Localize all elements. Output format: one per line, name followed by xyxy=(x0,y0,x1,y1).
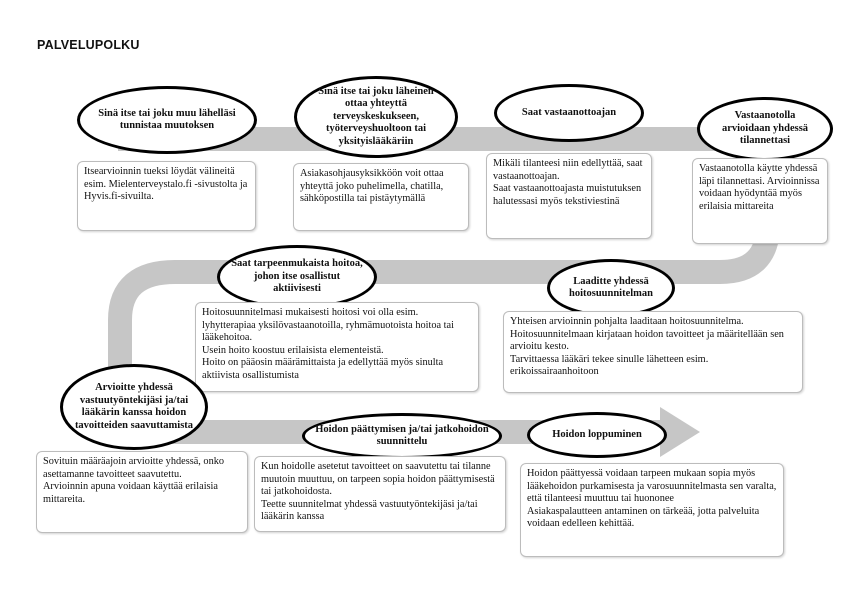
step-3-text-1: Mikäli tilanteesi niin edellyttää, saat vastaanottoajan. xyxy=(493,158,643,182)
step-2-oval xyxy=(294,76,458,158)
step-5-oval xyxy=(547,259,675,317)
step-6-title: Saat tarpeenmukaista hoitoa, johon itse osallistut aktiivisesti xyxy=(231,258,363,295)
step-3-box xyxy=(486,153,652,239)
step-4-box xyxy=(692,158,828,244)
step-8-oval xyxy=(302,413,502,459)
step-1-oval xyxy=(77,86,257,154)
step-9-text-1: Hoidon päättyessä voidaan tarpeen mukaan sopia myös lääkehoidon purkamisesta ja varosuunnitelmasta sen varalta, että tilanteesi muuttuu tai huononee xyxy=(527,468,777,505)
step-5-text-1: Yhteisen arvioinnin pohjalta laaditaan hoitosuunnitelma. xyxy=(510,316,744,327)
step-3-text-2: Saat vastaanottoajasta muistutuksen halutessasi myös tekstiviestinä xyxy=(493,183,642,207)
step-9-oval xyxy=(527,412,667,458)
step-3-oval xyxy=(494,84,644,142)
step-6-text-3: Hoito on pääosin määrämittaista ja edellyttää myös sinulta aktiivista osallistumista xyxy=(202,357,444,381)
step-7-title: Arvioitte yhdessä vastuutyöntekijäsi ja/tai lääkärin kanssa hoidon tavoitteiden saavuttamista xyxy=(74,382,194,431)
step-2-text-1: Asiakasohjausyksikköön voit ottaa yhteyttä joko puhelimella, chatilla, sähköpostilla tai pistäytymällä xyxy=(300,168,444,205)
step-4-oval xyxy=(697,97,833,161)
step-4-title: Vastaanotolla arvioidaan yhdessä tilannettasi xyxy=(721,110,809,147)
page-title: PALVELUPOLKU xyxy=(37,38,140,52)
step-6-oval xyxy=(217,245,377,309)
step-5-box xyxy=(503,311,803,393)
step-6-text-1: Hoitosuunnitelmasi mukaisesti hoitosi voi olla esim. lyhytterapiaa yksilövastaanotoilla, ryhmämuotoista hoitoa tai lääkehoitoa. xyxy=(202,307,454,344)
step-1-text-1: Itsearvioinnin tueksi löydät välineitä esim. Mielenterveystalo.fi -sivustolta ja Hyvis.fi-sivuilta. xyxy=(84,166,248,203)
step-8-text-2: Teette suunnitelmat yhdessä vastuutyöntekijäsi ja/tai lääkärin kanssa xyxy=(261,498,478,523)
step-9-title: Hoidon loppuminen xyxy=(552,428,642,440)
step-6-text-2: Usein hoito koostuu erilaisista elementeistä. xyxy=(202,344,384,356)
step-7-oval xyxy=(60,364,208,450)
step-1-title: Sinä itse tai joku muu lähelläsi tunnistaa muutoksen xyxy=(98,107,236,131)
step-4-text-1: Vastaanotolla käytte yhdessä läpi tilannettasi. Arvioinnissa voidaan hyödyntää myös erilaisia mittareita xyxy=(699,163,820,212)
step-2-box xyxy=(293,163,469,231)
step-5-text-2: Hoitosuunnitelmaan kirjataan hoidon tavoitteet ja määritellään sen arvioitu kesto. xyxy=(510,328,784,353)
step-7-text-1: Sovituin määräajoin arvioitte yhdessä, onko asettamanne tavoitteet saavutettu. xyxy=(43,456,225,480)
step-6-box xyxy=(195,302,479,392)
step-1-box xyxy=(77,161,256,231)
step-8-box xyxy=(254,456,506,532)
step-7-box xyxy=(36,451,248,533)
step-5-title: Laaditte yhdessä hoitosuunnitelman xyxy=(568,275,654,299)
step-3-title: Saat vastaanottoajan xyxy=(521,106,617,118)
step-8-title: Hoidon päättymisen ja/tai jatkohoidon suunnittelu xyxy=(315,423,489,447)
step-7-text-2: Arvioinnin apuna voidaan käyttää erilaisia mittareita. xyxy=(43,481,218,505)
step-8-text-1: Kun hoidolle asetetut tavoitteet on saavutettu tai tilanne muutoin muuttuu, on tarpeen sopia hoidon päättymisestä tai jatkohoidosta. xyxy=(261,461,495,498)
step-2-title: Sinä itse tai joku läheinen ottaa yhteyttä terveyskeskukseen, työterveyshuoltoon tai yksityislääkäriin xyxy=(318,85,434,147)
step-5-text-3: Tarvittaessa lääkäri tekee sinulle lähetteen esim. erikoissairaanhoitoon xyxy=(510,353,709,378)
step-9-box xyxy=(520,463,784,557)
step-9-text-2: Asiakaspalautteen antaminen on tärkeää, jotta palveluita voidaan edelleen kehittää. xyxy=(527,505,760,530)
